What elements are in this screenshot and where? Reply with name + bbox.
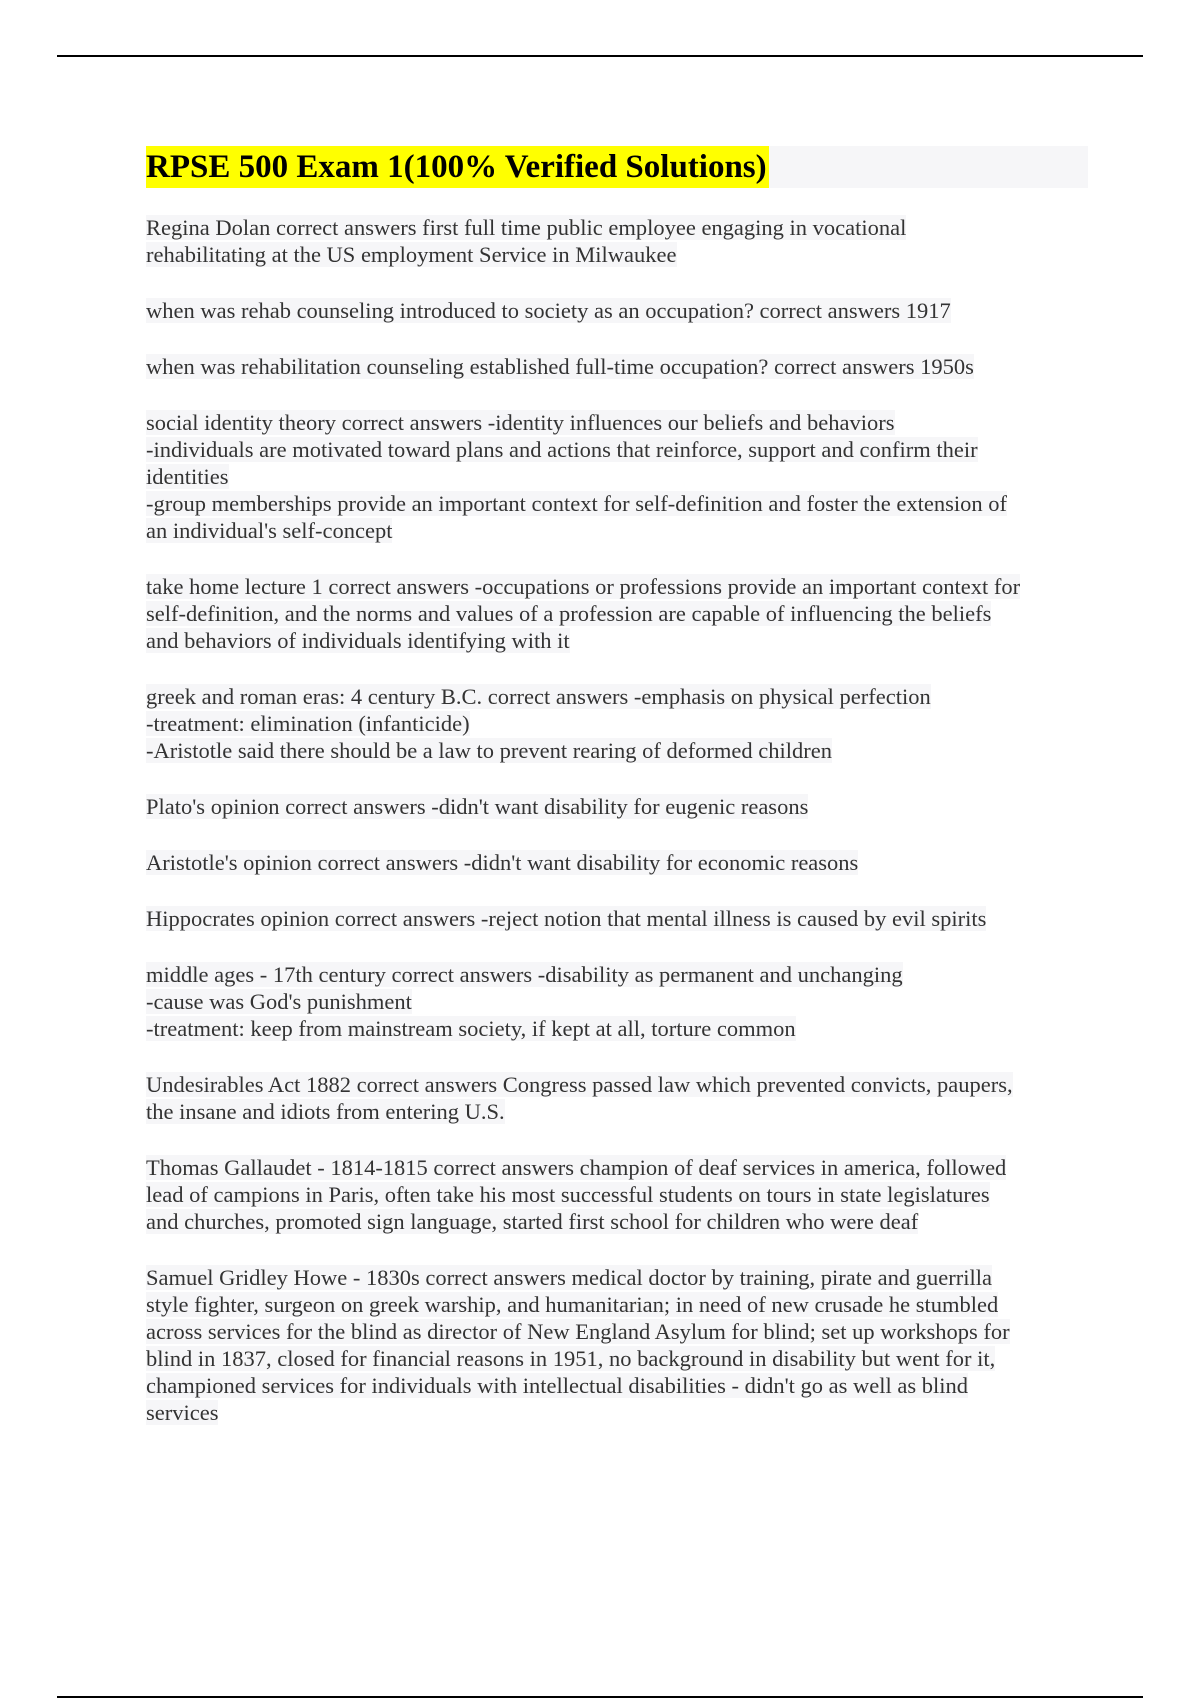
entry-line: [146, 463, 1084, 490]
entry-line-text: championed services for individuals with intellectual disabilities - didn't go as well as blind: [146, 1373, 969, 1398]
entry-line-text: and churches, promoted sign language, started first school for children who were deaf: [146, 1209, 919, 1234]
entry-line: [146, 1098, 1084, 1125]
entry-line: [146, 1071, 1084, 1098]
entry-line-text: rehabilitating at the US employment Service in Milwaukee: [146, 242, 677, 267]
entry-line: [146, 1372, 1084, 1399]
entry-line: [146, 1264, 1084, 1291]
entry-line: [146, 988, 1084, 1015]
top-rule: [57, 55, 1143, 57]
entry-line-text: Plato's opinion correct answers -didn't want disability for eugenic reasons: [146, 794, 809, 819]
entry-line: [146, 1399, 1084, 1426]
entry-line-text: Thomas Gallaudet - 1814-1815 correct answers champion of deaf services in america, followed: [146, 1155, 1007, 1180]
bottom-rule: [57, 1696, 1143, 1698]
entry-line: [146, 737, 1084, 764]
entry-line: [146, 353, 1084, 380]
entry-line-text: -treatment: keep from mainstream society, if kept at all, torture common: [146, 1016, 796, 1041]
entry-line: [146, 1181, 1084, 1208]
entry-line-text: blind in 1837, closed for financial reasons in 1951, no background in disability but went for it,: [146, 1346, 996, 1371]
entry-line-text: middle ages - 17th century correct answers -disability as permanent and unchanging: [146, 962, 903, 987]
entry-line-text: -Aristotle said there should be a law to prevent rearing of deformed children: [146, 738, 833, 763]
document-body: [146, 146, 1088, 1455]
entry-line: [146, 710, 1084, 737]
entry-line: [146, 627, 1084, 654]
entry-line: [146, 517, 1084, 544]
entry-line: [146, 1208, 1084, 1235]
entry-line: [146, 436, 1084, 463]
flashcard-entry: [146, 961, 1088, 1042]
entry-line: [146, 1318, 1084, 1345]
entry-line: [146, 297, 1084, 324]
entry-line: [146, 1015, 1084, 1042]
entry-line: [146, 490, 1084, 517]
entry-line: [146, 849, 1084, 876]
entry-line-text: when was rehab counseling introduced to society as an occupation? correct answers 1917: [146, 298, 951, 323]
title-row: [146, 146, 1088, 188]
flashcard-entry: [146, 353, 1088, 380]
entry-line-text: Hippocrates opinion correct answers -reject notion that mental illness is caused by evil spirits: [146, 906, 987, 931]
entry-line: [146, 600, 1084, 627]
entry-line-text: Samuel Gridley Howe - 1830s correct answers medical doctor by training, pirate and guerrilla: [146, 1265, 992, 1290]
entry-line: [146, 905, 1084, 932]
entry-line-text: services: [146, 1400, 219, 1425]
entry-line-text: self-definition, and the norms and values of a profession are capable of influencing the beliefs: [146, 601, 992, 626]
flashcard-entry: [146, 1071, 1088, 1125]
entry-line: [146, 683, 1084, 710]
document-title: RPSE 500 Exam 1(100% Verified Solutions): [146, 146, 769, 188]
flashcard-entry: [146, 1154, 1088, 1235]
flashcard-entry: [146, 905, 1088, 932]
entry-line: [146, 214, 1084, 241]
entry-line-text: take home lecture 1 correct answers -occupations or professions provide an important context for: [146, 574, 1021, 599]
entry-line-text: style fighter, surgeon on greek warship, and humanitarian; in need of new crusade he stumbled: [146, 1292, 999, 1317]
entry-line-text: identities: [146, 464, 229, 489]
entry-line: [146, 573, 1084, 600]
flashcard-entry: [146, 214, 1088, 268]
entry-line-text: Aristotle's opinion correct answers -didn't want disability for economic reasons: [146, 850, 859, 875]
entry-line-text: social identity theory correct answers -identity influences our beliefs and behaviors: [146, 410, 895, 435]
entry-line-text: lead of campions in Paris, often take his most successful students on tours in state legislatures: [146, 1182, 990, 1207]
entry-line: [146, 1345, 1084, 1372]
entry-line-text: -group memberships provide an important context for self-definition and foster the extension of: [146, 491, 1008, 516]
flashcard-entry: [146, 1264, 1088, 1426]
flashcard-entry: [146, 409, 1088, 544]
flashcard-list: [146, 214, 1088, 1426]
entry-line-text: -individuals are motivated toward plans and actions that reinforce, support and confirm their: [146, 437, 978, 462]
flashcard-entry: [146, 297, 1088, 324]
entry-line-text: Undesirables Act 1882 correct answers Congress passed law which prevented convicts, paupers,: [146, 1072, 1013, 1097]
entry-line: [146, 1154, 1084, 1181]
entry-line-text: the insane and idiots from entering U.S.: [146, 1099, 505, 1124]
entry-line: [146, 1291, 1084, 1318]
entry-line: [146, 793, 1084, 820]
flashcard-entry: [146, 573, 1088, 654]
entry-line-text: across services for the blind as director of New England Asylum for blind; set up workshops for: [146, 1319, 1010, 1344]
entry-line-text: -cause was God's punishment: [146, 989, 412, 1014]
entry-line-text: when was rehabilitation counseling established full-time occupation? correct answers 1950s: [146, 354, 974, 379]
flashcard-entry: [146, 849, 1088, 876]
entry-line: [146, 961, 1084, 988]
entry-line: [146, 241, 1084, 268]
entry-line-text: Regina Dolan correct answers first full time public employee engaging in vocational: [146, 215, 907, 240]
flashcard-entry: [146, 793, 1088, 820]
entry-line-text: and behaviors of individuals identifying with it: [146, 628, 570, 653]
entry-line-text: greek and roman eras: 4 century B.C. correct answers -emphasis on physical perfection: [146, 684, 931, 709]
entry-line: [146, 409, 1084, 436]
flashcard-entry: [146, 683, 1088, 764]
entry-line-text: an individual's self-concept: [146, 518, 393, 543]
entry-line-text: -treatment: elimination (infanticide): [146, 711, 470, 736]
